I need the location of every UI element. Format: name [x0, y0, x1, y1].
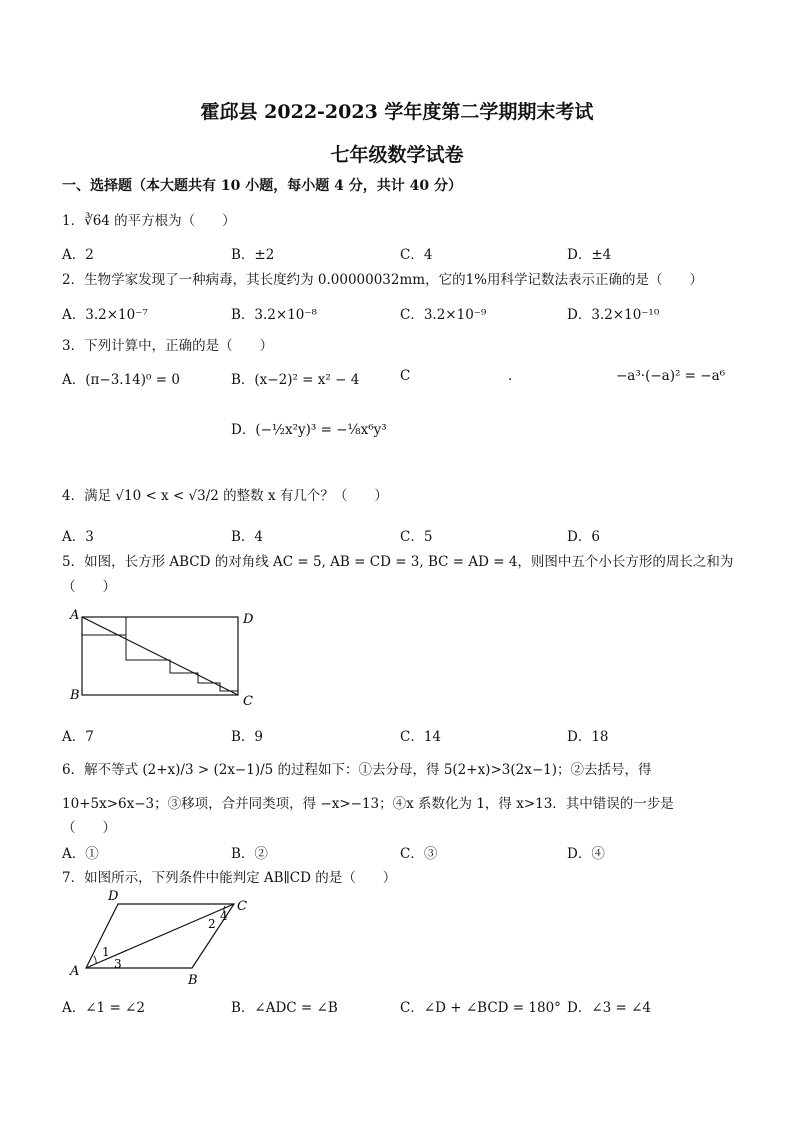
- q5-option-c: C．14: [400, 729, 442, 745]
- q1-option-a: A．2: [62, 247, 94, 263]
- label-a: A: [70, 608, 80, 623]
- q1-option-b: B．±2: [231, 247, 275, 263]
- question-7-stem: 7．如图所示，下列条件中能判定 AB∥CD 的是（ ）: [62, 870, 397, 886]
- exam-subtitle: 七年级数学试卷: [330, 144, 464, 166]
- question-1-stem: 1．∛64 的平方根为（ ）: [62, 213, 236, 229]
- q2-option-d: D．3.2×10⁻¹⁰: [567, 307, 660, 323]
- angle-4-label: 4: [220, 909, 228, 923]
- rectangle-figure: [62, 605, 262, 710]
- section-heading: 一、选择题（本大题共有 10 小题，每小题 4 分，共计 40 分）: [62, 178, 462, 194]
- q4-option-d: D．6: [567, 529, 600, 545]
- q2-option-c: C．3.2×10⁻⁹: [400, 307, 487, 323]
- angle-1-label: 1: [102, 945, 110, 959]
- q7-option-d: D．∠3 = ∠4: [567, 1000, 652, 1016]
- q7-option-a: A．∠1 = ∠2: [62, 1000, 145, 1016]
- q6-option-d: D．④: [567, 846, 605, 862]
- question-4-stem: 4．满足 √10 < x < √3/2 的整数 x 有几个？（ ）: [62, 488, 388, 504]
- label-c: C: [243, 694, 253, 709]
- exam-title: 霍邱县 2022-2023 学年度第二学期期末考试: [200, 101, 594, 123]
- q4-option-a: A．3: [62, 529, 94, 545]
- q7-option-b: B．∠ADC = ∠B: [231, 1000, 338, 1016]
- question-5-stem: 5．如图，长方形 ABCD 的对角线 AC = 5, AB = CD = 3, BC = AD = 4，则图中五个小长方形的周长之和为: [62, 554, 734, 570]
- label-b-fig: B: [188, 973, 198, 988]
- angle-3-label: 3: [114, 957, 122, 971]
- q4-option-c: C．5: [400, 529, 433, 545]
- q5-option-d: D．18: [567, 729, 609, 745]
- q5-option-b: B．9: [231, 729, 264, 745]
- q2-option-a: A．3.2×10⁻⁷: [62, 307, 148, 323]
- label-d: D: [243, 612, 254, 627]
- q3-option-d: D．(−½x²y)³ = −⅛x⁶y³: [231, 422, 387, 438]
- question-6-stem: 6．解不等式 (2+x)/3 > (2x−1)/5 的过程如下：①去分母，得 5(2+x)>3(2x−1)；②去括号，得: [62, 762, 652, 778]
- question-2-stem: 2．生物学家发现了一种病毒，其长度约为 0.00000032mm，它的1%用科学记数法表示正确的是（ ）: [62, 272, 703, 288]
- label-c-fig: C: [237, 899, 247, 914]
- q3-option-c-expr: −a³·(−a)² = −a⁶: [616, 368, 726, 384]
- question-3-stem: 3．下列计算中，正确的是（ ）: [62, 338, 274, 354]
- q5-option-a: A．7: [62, 729, 94, 745]
- q3-option-a: A．(π−3.14)⁰ = 0: [62, 372, 180, 388]
- q6-option-a: A．①: [62, 846, 99, 862]
- angle-2-label: 2: [208, 917, 216, 931]
- staircase: [126, 617, 238, 691]
- question-6-stem-line3: （ ）: [62, 820, 116, 836]
- q6-option-c: C．③: [400, 846, 438, 862]
- parallelogram-figure: [62, 890, 262, 990]
- q7-option-c: C．∠D + ∠BCD = 180°: [400, 1000, 561, 1016]
- q2-option-b: B．3.2×10⁻⁸: [231, 307, 317, 323]
- q1-option-c: C．4: [400, 247, 433, 263]
- question-5-stem-line2: （ ）: [62, 579, 116, 595]
- q4-option-b: B．4: [231, 529, 264, 545]
- q3-option-c: C: [400, 368, 411, 384]
- label-d-fig: D: [108, 890, 119, 904]
- label-b: B: [70, 688, 80, 703]
- question-6-stem-line2: 10+5x>6x−3；③移项，合并同类项，得 −x>−13；④x 系数化为 1，得 x>13．其中错误的一步是: [62, 796, 674, 812]
- q3-option-b: B．(x−2)² = x² − 4: [231, 372, 360, 388]
- q6-option-b: B．②: [231, 846, 268, 862]
- label-a-fig: A: [70, 964, 80, 979]
- q1-option-d: D．±4: [567, 247, 612, 263]
- q3-option-c-dot: .: [508, 368, 513, 384]
